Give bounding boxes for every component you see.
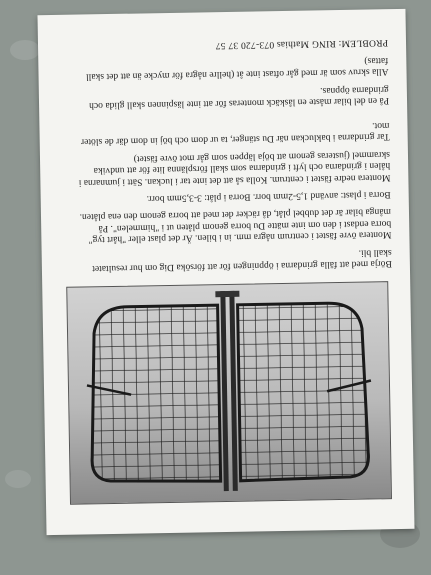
contact-line: PROBLEM: RING Mathias 073-720 37 57 bbox=[215, 37, 389, 52]
drill-size-paragraph: Borra i plast: använd 1,5-2mm borr. Borra i plåt: 3-3,5mm borr. bbox=[146, 189, 391, 205]
mount-top-paragraph: Montera övre fästet i centrum några mm. in i bilen. Är det plast eller "hårt tyg" borra endast i den om inte mätte Du borra genom plåten ut i "himmelen". På många bilar är det dubbel plåt, då räcker det med att borra genom den ena plåten. bbox=[79, 206, 392, 246]
mount-bottom-paragraph: Montera nedre fästet i centrum. Kolla så att det inte tar i luckan. Sätt i jumnarna i hålen i grindarna och lyft i grindarna som skall försplänna lite för att undvika skrammel (justeras genom att böja läppen som går mot övre fästet) bbox=[78, 148, 391, 189]
screws-paragraph: Alla skruv som är med går oftast inte åt (hellre några för mycke än att det skall fattas) bbox=[85, 54, 389, 83]
intro-paragraph: Börja med att fälla grindarna i öppningen för att försöka Dig om hur resultatet skall bli. bbox=[92, 246, 392, 275]
instruction-footer bbox=[68, 31, 389, 112]
instruction-sheet bbox=[37, 9, 414, 535]
instruction-text bbox=[69, 114, 392, 275]
grid-guard-illustration bbox=[67, 282, 391, 504]
surface-stain bbox=[10, 40, 40, 60]
product-photo bbox=[66, 281, 392, 505]
hatch-adjust-paragraph: Tar grindarna i bakluckan när Du stänger, ta ur dom och böj in dom där de slöter mot. bbox=[80, 120, 390, 148]
surface-stain bbox=[5, 470, 31, 488]
document-content bbox=[46, 17, 407, 527]
lock-paragraph: På en del bilar måste en låskäck monteras för att inte läspinnen skall glida och grindarna öppnas. bbox=[88, 83, 390, 112]
